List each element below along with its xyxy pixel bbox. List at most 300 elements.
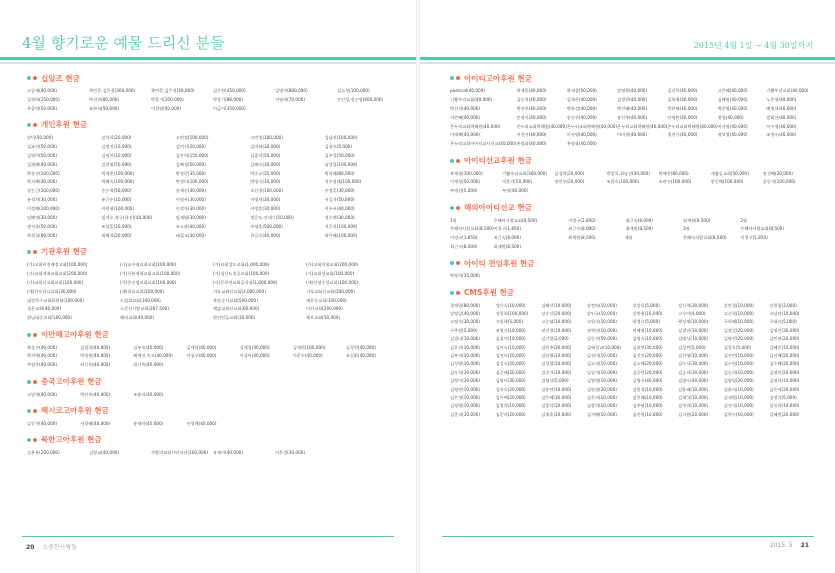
donor-entry: 구희혜(10,000) xyxy=(723,319,754,325)
donor-entry: 박상진(100,000) xyxy=(27,170,60,176)
monthly-list xyxy=(450,217,815,251)
donor-entry: 배정희(40,000) xyxy=(766,105,797,111)
donor-entry: 온누리교회박혜원(40,000) xyxy=(667,123,718,129)
bullet-icon xyxy=(450,261,454,265)
donor-entry: 고은혜(40,000) xyxy=(717,88,748,93)
page-number-left: 20 xyxy=(26,544,35,551)
donor-entry: (가)교회선교회교회(100,000) xyxy=(27,279,84,285)
donor-entry: 박종기(86,000) xyxy=(213,96,244,102)
donor-entry: 김수혜(20,000) xyxy=(769,361,800,367)
donor-entry: 김은희(10,000) xyxy=(586,394,617,400)
donor-entry: 새문동교회(100,000) xyxy=(306,297,347,303)
section-orphan-a xyxy=(27,329,399,369)
donor-entry: 김승미(10,000) xyxy=(586,369,617,375)
donor-entry: 박선주(40,000) xyxy=(80,391,111,397)
donor-entry: 최재원(8,500) xyxy=(568,235,596,241)
donor-entry: 이서영(40,000) xyxy=(717,123,748,129)
donor-entry: 송재순(30,000) xyxy=(175,188,206,194)
donor-entry: 박혜진(80,000) xyxy=(658,170,689,176)
section-heading xyxy=(450,287,815,299)
donor-entry: 안명환(40,000) xyxy=(667,114,698,120)
donor-entry: 고원숙(10,000) xyxy=(586,319,617,325)
donor-entry: 김민권(20,000) xyxy=(769,336,800,342)
donor-entry: 곽민준,김은경(300,000) xyxy=(89,88,136,93)
donor-entry: 강상욱(5,000) xyxy=(632,302,660,308)
section-title: 아이티 전임후원 현금 xyxy=(464,258,535,268)
donor-entry: 강명분(40,000) xyxy=(617,88,648,93)
donor-entry: 온누리교회박혜원(40,000) xyxy=(450,123,501,129)
donor-entry: 손동혁(50,000) xyxy=(101,188,132,194)
donor-entry: 2월 xyxy=(740,217,748,223)
bullet-icon xyxy=(33,409,37,413)
section-title: 개인후원 현금 xyxy=(41,120,88,130)
donor-entry: (가)교수재교회교회(100,000) xyxy=(120,261,177,267)
donor-entry: 이재혜(40,000) xyxy=(450,132,481,138)
donor-entry: 곽재종(50,000) xyxy=(566,88,597,93)
donor-entry: 오선경(100,000) xyxy=(250,188,283,194)
donor-entry: 김명진(30,000) xyxy=(769,327,800,333)
donor-entry: 선우정태(100,000) xyxy=(324,179,362,185)
donor-entry: 허은혜(100,000) xyxy=(324,232,358,238)
donor-entry: 고승재(40,000) xyxy=(27,88,58,93)
donor-entry: 해피교회(40,000) xyxy=(120,315,155,321)
donor-entry: (가)교회개척교회교회(200,000) xyxy=(27,270,88,276)
donor-entry: 김원경(10,000) xyxy=(632,386,663,392)
donor-list xyxy=(27,134,399,239)
donor-entry: (가)교회비전재정교회(100,000) xyxy=(27,261,88,267)
section-title: 해외아이티선교 현금 xyxy=(464,203,532,213)
bullet-icon xyxy=(27,333,31,337)
donor-entry: 김은석(20,000) xyxy=(769,386,800,392)
donor-entry: (가)교회성교회(100,000) xyxy=(306,270,355,276)
donor-entry: 구대숙(5,000) xyxy=(769,319,797,325)
donor-entry: 고수아(4,000) xyxy=(678,311,706,316)
donor-entry: 운동석(100,000) xyxy=(762,179,796,185)
donor-entry: 김재성(40,000) xyxy=(239,344,270,350)
donor-entry: 김성철(10,000) xyxy=(541,361,572,367)
donor-entry: 조성훈(20,000) xyxy=(101,223,132,229)
donor-entry: 차정철(80,000) xyxy=(27,232,58,238)
donor-entry: 김주희(10,000) xyxy=(678,403,709,409)
section-title: 이만해고아후원 현금 xyxy=(41,330,109,340)
donor-entry: 강영갑(40,000) xyxy=(450,311,481,316)
donor-entry: 김준석(10,000) xyxy=(450,411,481,417)
donor-entry: 김헌배(40,000) xyxy=(667,96,698,102)
donor-entry: 김영찬(10,000) xyxy=(101,152,132,158)
donor-entry: 박중규(25,000) xyxy=(250,170,281,176)
donor-entry: 최근숙(8,000) xyxy=(625,217,653,223)
donor-entry: 성은교회(40,000) xyxy=(27,306,62,312)
donor-entry: (가)신분개척교회교회(100,000) xyxy=(120,270,181,276)
donor-entry: 김종희(10,000) xyxy=(586,403,617,409)
donor-entry: 김선미(10,000) xyxy=(586,352,617,358)
donor-entry: (재)하교교회(100,000) xyxy=(120,288,165,294)
donor-entry: 권진경(10,000) xyxy=(541,327,572,333)
section-nk-orphan xyxy=(27,434,399,456)
bullet-icon xyxy=(450,76,454,80)
donor-entry: 강정아(10,000) xyxy=(586,302,617,308)
donor-entry: 엄회선(40,000) xyxy=(766,114,797,120)
donor-entry: 이정훈(30,000) xyxy=(250,206,281,212)
donor-entry: 부명선(5,000) xyxy=(450,188,478,194)
donor-entry: 김미숙(10,000) xyxy=(495,344,526,350)
donor-entry: 김동희(40,000) xyxy=(516,96,547,102)
section-heading xyxy=(27,246,399,258)
donor-entry: 이성구(40,000) xyxy=(186,353,217,359)
donor-entry: 양성(40,000) xyxy=(717,114,744,120)
donor-entry: 강신혁(30,000) xyxy=(678,302,709,308)
section-haiti-orphan xyxy=(450,72,815,148)
donor-entry: 이미정(40,000) xyxy=(617,132,648,138)
donor-entry: 한금숙(40,000) xyxy=(250,232,281,238)
bullet-icon xyxy=(456,261,460,265)
footer-rule-left xyxy=(22,536,394,537)
bullet-icon xyxy=(33,380,37,384)
donor-entry: 김은혜(20,000) xyxy=(495,394,526,400)
donor-entry: 최혜경(20,000) xyxy=(101,232,132,238)
bullet-icon xyxy=(27,250,31,254)
donor-entry: 박지혜(40,000) xyxy=(27,179,58,185)
donor-entry: 강인규(10,000) xyxy=(586,311,617,316)
bullet-icon xyxy=(33,333,37,337)
donor-entry: 김영숙(40,000) xyxy=(632,378,663,384)
donor-entry: (사)문무선교회공식외(1,000,000) xyxy=(213,279,278,285)
donor-entry: 김명식(10,000) xyxy=(678,336,709,342)
donor-entry: 조관숙(100,000) xyxy=(606,179,640,185)
donor-entry: 정순례(30,000) xyxy=(324,215,355,220)
donor-entry: 손인성,정순영(600,000) xyxy=(337,96,384,102)
donor-entry: 강연경(10,000) xyxy=(723,302,754,308)
title-underline-left xyxy=(0,62,416,64)
donor-entry: (가)교회성도교회(1,000,000) xyxy=(213,261,270,267)
donor-entry: 조정숙(40,000) xyxy=(766,132,797,138)
donor-entry: 정문도,장대기(50,000) xyxy=(250,215,294,220)
page-number-right: 21 xyxy=(800,542,809,549)
donor-entry: 김옥숙(20,000) xyxy=(495,386,526,392)
donor-entry: 윤근수(10,000) xyxy=(101,197,132,203)
page-title: 4월 향기로운 예물 드리신 분들 xyxy=(22,34,225,52)
donor-entry: 김숙희(10,000) xyxy=(450,369,481,375)
bullet-icon xyxy=(33,76,37,80)
date-range: 2015년 4월 1일 ~ 4월 30일까지 xyxy=(693,41,813,50)
donor-entry: 김정길(20,000) xyxy=(723,327,754,333)
donor-entry: 박청원(40,000) xyxy=(80,353,111,359)
donor-entry: 서영귀(70,000) xyxy=(275,96,306,102)
donor-entry: 강은숙(10,000) xyxy=(495,302,526,308)
issue-date: 2015. 5 xyxy=(769,542,793,549)
donor-entry: 박영자(35,000) xyxy=(450,273,481,279)
donor-entry: 김문선(10,000) xyxy=(450,344,481,350)
section-cms xyxy=(450,287,815,418)
section-china-orphan xyxy=(27,376,399,398)
donor-entry: 김영숙(40,000) xyxy=(678,378,709,384)
donor-entry: 은혜아사랑교회(8,500) xyxy=(450,226,494,232)
donor-list xyxy=(27,391,399,398)
donor-entry: 김선영(10,000) xyxy=(678,352,709,358)
donor-entry: 최신옥(40,000) xyxy=(133,362,164,368)
donor-entry: 거룩교회선교회(3,000,000) xyxy=(213,288,266,294)
donor-entry: 김명숙(10,000) xyxy=(632,336,663,342)
donor-entry: 김영교(40,000) xyxy=(89,449,120,455)
donor-entry: 김수석(30,000) xyxy=(678,361,709,367)
donor-entry: 권영선(10,000) xyxy=(495,327,526,333)
donor-entry: (재)인우리나교회(30,000) xyxy=(27,288,77,294)
donor-entry: 강현원(10,000) xyxy=(632,311,663,316)
donor-entry: 이정구(1,850) xyxy=(740,235,768,241)
donor-entry: 김미선(20,000) xyxy=(175,143,206,149)
donor-entry: 김선혜(20,000) xyxy=(769,352,800,358)
donor-entry: 이정구(1,850) xyxy=(568,217,596,223)
donor-entry: 서형혜(40,000) xyxy=(80,420,111,426)
donor-entry: 김재석(10,000) xyxy=(678,394,709,400)
donor-entry: 주영준(40,000) xyxy=(27,362,58,368)
donor-entry: 김영진(10,000) xyxy=(450,386,481,392)
donor-entry: 부영(40,000) xyxy=(502,188,529,194)
donor-entry: 최신옥(40,000) xyxy=(80,362,111,368)
donor-entry: 송인주(40,000) xyxy=(566,114,597,120)
donor-entry: 조윤식(40,000) xyxy=(133,391,164,397)
donor-entry: 박인혜(40,000) xyxy=(617,105,648,111)
donor-list xyxy=(27,420,399,427)
donor-entry: 곽성재(10,000) xyxy=(678,319,709,325)
donor-list xyxy=(27,344,399,369)
donor-entry: 김영원(10,000) xyxy=(586,378,617,384)
donor-entry: 남성열(100,000) xyxy=(324,161,358,167)
donor-entry: 김진석(10,000) xyxy=(723,403,754,409)
section-mexico-orphan xyxy=(27,405,399,427)
section-title: 백시코고아후원 현금 xyxy=(41,406,109,416)
donor-entry: 김은정(10,000) xyxy=(450,394,481,400)
section-haiti-fulltime xyxy=(450,257,815,279)
bullet-icon xyxy=(450,206,454,210)
section-overseas-haiti xyxy=(450,202,815,251)
donor-entry: 김은혜(30,000) xyxy=(541,394,572,400)
footer-right xyxy=(770,542,809,549)
donor-entry: 이원형(100,000) xyxy=(101,206,135,212)
title-bar-right xyxy=(420,26,835,60)
donor-list xyxy=(450,272,815,279)
donor-entry: 위닙대중교회(100,000) xyxy=(27,315,72,321)
donor-entry: 김선미(20,000) xyxy=(632,352,663,358)
donor-entry: 김정희(10,000) xyxy=(495,403,526,409)
donor-entry: 김승희(30,000) xyxy=(678,369,709,375)
donor-entry: 새쉼공교회(50,000) xyxy=(710,170,749,176)
donor-entry: 대전목수교회위원회(100,000) xyxy=(27,297,84,303)
donor-entry: 조소관(40,000) xyxy=(175,223,206,229)
donor-entry: 김순혜(20,000) xyxy=(495,369,526,375)
donor-entry: 은혜아사랑교회(8,500) xyxy=(740,226,784,232)
donor-entry: 김지원(20,000) xyxy=(678,411,709,417)
donor-entry: 김선희(40,000) xyxy=(667,88,698,93)
donor-entry: 정보영(40,000) xyxy=(717,132,748,138)
donor-entry: (가)성산도성공교회(100,000) xyxy=(213,270,270,276)
donor-entry: 이정해(100,000) xyxy=(27,206,60,212)
bullet-icon xyxy=(27,76,31,80)
donor-entry: 박선주(40,000) xyxy=(516,105,547,111)
section-title: 아이티선교후원 현금 xyxy=(464,156,532,166)
bullet-icon xyxy=(27,123,31,127)
donor-entry: 온누리교회박혜원(40,000) xyxy=(617,123,668,129)
section-title: 기관후원 현금 xyxy=(41,247,88,257)
donor-entry: 우종만(50,000) xyxy=(27,105,58,111)
bullet-icon xyxy=(456,206,460,210)
donor-entry: 김준희(20,000) xyxy=(495,411,526,417)
donor-entry: 1월 xyxy=(450,217,457,223)
donor-entry: 김성진(40,000) xyxy=(345,344,376,350)
donor-entry: 김명진(800,000) xyxy=(275,88,308,93)
donor-entry: 김남선(100,000) xyxy=(324,134,358,140)
donor-entry: 정진기(40,000) xyxy=(667,132,698,138)
donor-entry: 3월 xyxy=(682,226,690,232)
donor-entry: 김소정(10,000) xyxy=(586,361,617,367)
section-heading xyxy=(27,72,399,84)
donor-entry: 김혜경(50,000) xyxy=(175,161,206,167)
donor-entry: 김부숙(40,000) xyxy=(133,344,164,350)
donor-entry: 김윤희(10,000) xyxy=(723,386,754,392)
donor-entry: 고정숙(30,000) xyxy=(450,319,481,325)
donor-entry: 최근숙(8,000) xyxy=(450,244,478,250)
donor-entry: 설동근(100,000) xyxy=(27,188,60,194)
donor-entry: 김혜원(40,000) xyxy=(717,96,748,102)
donor-entry: 김순자(10,000) xyxy=(541,369,572,375)
page-gutter xyxy=(416,0,420,573)
donor-entry: 최근숙(8,000) xyxy=(493,235,521,241)
donor-entry: 김종석(20,000) xyxy=(541,403,572,409)
donor-entry: 우정훈(30,000) xyxy=(324,188,355,194)
donor-entry: 박종기(100,000) xyxy=(151,96,184,102)
donor-entry: 권혜원(10,000) xyxy=(632,327,663,333)
donor-entry: 김은희(150,000) xyxy=(175,152,209,158)
section-heading xyxy=(27,405,399,417)
donor-entry: 김기열(2,000) xyxy=(541,336,569,342)
donor-list xyxy=(450,170,815,195)
donor-entry: 사랑의교회시민자선(100,000) xyxy=(151,449,208,455)
donor-entry: 김재은(40,000) xyxy=(566,96,597,102)
donor-entry: 김혜숙(30,000) xyxy=(250,161,281,167)
donor-entry: 김상오(5,000) xyxy=(324,143,352,149)
donor-entry: 최재원(8,500) xyxy=(493,244,521,250)
section-heading xyxy=(450,257,815,269)
bullet-icon xyxy=(27,409,31,413)
section-heading xyxy=(27,119,399,131)
donor-entry: 최재원(8,500) xyxy=(625,226,653,232)
donor-entry: 고연정(100,000) xyxy=(250,134,283,140)
donor-entry: 김지혜(10,000) xyxy=(586,411,617,417)
bullet-icon xyxy=(456,76,460,80)
donor-list xyxy=(27,261,399,322)
donor-entry: 강현철(3,000) xyxy=(769,302,797,308)
donor-entry: 박지혜(80,000) xyxy=(324,170,355,176)
bullet-icon xyxy=(33,438,37,442)
donor-entry: 유재미(40,000) xyxy=(133,420,164,426)
donor-entry: 김성원(10,000) xyxy=(450,361,481,367)
magazine-name: 소중한사람들 xyxy=(42,544,78,551)
donor-entry: 김성빈(5,000) xyxy=(678,344,706,350)
donor-entry: 박윤정(40,000) xyxy=(566,105,597,111)
donor-entry: 김혜선(10,000) xyxy=(541,302,572,308)
donor-entry: 기쁨우리교회(300,000) xyxy=(502,170,547,176)
donor-entry: 김승희(10,000) xyxy=(723,369,754,375)
donor-entry: 김진희(10,000) xyxy=(769,403,800,409)
section-heading xyxy=(27,376,399,388)
donor-entry: 고신혁(10,000) xyxy=(723,311,754,316)
donor-entry: 김영석(5,000) xyxy=(541,378,569,384)
donor-entry: 이진아(40,000) xyxy=(516,132,547,138)
section-title: 북한고아후원 현금 xyxy=(41,435,102,445)
donor-entry: 김경희(40,000) xyxy=(80,344,111,350)
section-title: 십일조 현금 xyxy=(41,73,80,83)
donor-entry: 서현혜(40,000) xyxy=(450,114,481,120)
donor-entry: 손정이(40,000) xyxy=(516,114,547,120)
donor-entry: 태철교(30,000) xyxy=(175,232,206,238)
donor-entry: 경재열(80,000) xyxy=(450,302,481,308)
donor-entry: 홍정화(40,000) xyxy=(566,141,597,147)
donor-entry: 박선희(40,000) xyxy=(450,105,481,111)
donor-entry: 드림위교회(100,000) xyxy=(120,297,161,303)
donor-entry: 강미(50,000) xyxy=(27,134,54,140)
donor-entry: 배세건,이고(40,000) xyxy=(133,353,173,359)
footer-left xyxy=(26,542,77,551)
donor-entry: 이선교회(200,000) xyxy=(306,306,343,312)
donor-entry: 이수영(40,000) xyxy=(766,123,797,129)
donor-entry: 최근숙(8,000) xyxy=(568,226,596,232)
section-title: 중국고아후원 현금 xyxy=(41,377,102,387)
donor-entry: 은혜아사랑교회(8,500) xyxy=(682,235,727,241)
donor-entry: 이혼자(50,000) xyxy=(502,179,533,185)
donor-list xyxy=(27,449,399,456)
donor-entry: 김민주(20,000) xyxy=(541,344,572,350)
donor-entry: 김미화(30,000) xyxy=(250,143,281,149)
left-column xyxy=(27,72,399,463)
bullet-icon xyxy=(27,380,31,384)
donor-entry: 김소해(20,000) xyxy=(632,361,663,367)
donor-entry: 이명우(30,000) xyxy=(175,197,206,203)
donor-entry: (재)인생중앙교회(100,000) xyxy=(306,279,359,285)
donor-entry: 김묘선(50,000) xyxy=(27,143,58,149)
section-title: CMS후원 현금 xyxy=(464,288,514,298)
donor-entry: 김명진(20,000) xyxy=(723,336,754,342)
donor-entry: 김영원(20,000) xyxy=(723,378,754,384)
donor-entry: 김경희(20,000) xyxy=(554,170,585,176)
right-column xyxy=(450,72,815,425)
section-heading xyxy=(450,72,815,84)
donor-list xyxy=(450,87,815,148)
donor-entry: 김현숙(10,000) xyxy=(723,411,754,417)
donor-entry: 헤브교회(50,000) xyxy=(306,315,341,321)
section-heading xyxy=(450,155,815,167)
donor-entry: 김재현(100,000) xyxy=(292,344,326,350)
bullet-icon xyxy=(456,159,460,163)
donor-entry: 고남권(10,000) xyxy=(769,311,800,316)
donor-entry: 김주성(50,000) xyxy=(324,152,355,158)
donor-entry: 이정구(1,850) xyxy=(493,226,521,232)
section-tithe xyxy=(27,72,399,112)
donor-entry: 김성오(5,000) xyxy=(723,344,752,350)
donor-entry: 김정하(150,000) xyxy=(27,96,60,102)
donor-entry: 고연정(100,000) xyxy=(175,134,209,140)
donor-entry: 변정미(100,000) xyxy=(175,179,209,185)
donor-entry: 정연우(20,000) xyxy=(554,179,585,185)
donor-entry: 소준선사랑교회(267,500) xyxy=(120,306,169,312)
donor-entry: 강건희(20,000) xyxy=(101,134,132,140)
donor-entry: (가)은인생교회교회(100,000) xyxy=(120,279,177,285)
title-underline-right xyxy=(420,62,835,64)
donor-entry: 이은성(30,000) xyxy=(275,449,306,455)
donor-entry: 강종혁(100,000) xyxy=(495,311,529,316)
bullet-icon xyxy=(33,250,37,254)
donor-entry: 곽경숙(5,000) xyxy=(632,319,660,325)
donor-entry: 김용연(10,000) xyxy=(541,386,572,392)
